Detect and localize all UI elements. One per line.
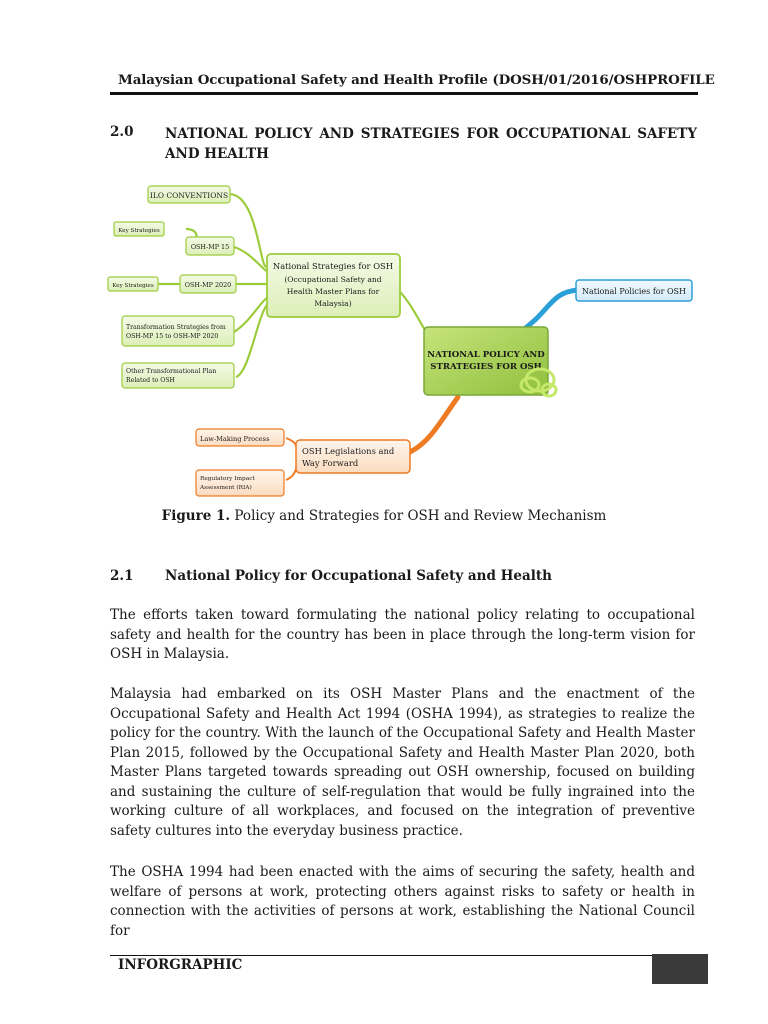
- other-line-2: Related to OSH: [126, 377, 175, 384]
- other-line-1: Other Transformational Plan: [126, 368, 217, 375]
- key-strategies-2-label: Key Strategies: [112, 283, 154, 289]
- figure-label: Figure 1.: [161, 508, 231, 524]
- node-regulatory-impact: [196, 470, 284, 496]
- figure-caption: [0, 508, 768, 524]
- strategies-line-2: (Occupational Safety and: [284, 275, 382, 284]
- mind-map-diagram: [100, 172, 700, 502]
- law-making-label: Law-Making Process: [200, 435, 270, 443]
- ria-line-2: Assessment (RIA): [200, 485, 252, 491]
- strategies-line-1: National Strategies for OSH: [272, 261, 394, 271]
- policies-label: National Policies for OSH: [582, 287, 686, 296]
- section-number: 2.0: [110, 124, 134, 140]
- key-strategies-1-label: Key Strategies: [118, 228, 160, 234]
- transform-line-2: OSH-MP 15 to OSH-MP 2020: [126, 333, 219, 340]
- node-central: [424, 327, 556, 396]
- node-ilo-conventions: [148, 186, 230, 203]
- node-law-making-process: [196, 429, 284, 446]
- paragraph-2: Malaysia had embarked on its OSH Master Plans and the enactment of the Occupational Safety and Health Act 1994 (OSHA 1994), as strategies to realize the policy for the country. With the launch of the Occupational Safety and Health Master Plan 2015, followed by the Occupational Safety and Health Master Plan 2020, both Master Plans targeted towards spreading out OSH ownership, focused on building and sustaining the culture of self-regulation that would be fully ingrained into the working culture of all workplaces, and focused on the integration of preventive safety cultures into the everyday business practice.: [110, 686, 695, 839]
- osh-mp-2020-label: OSH-MP 2020: [184, 281, 232, 289]
- legislation-line-1: OSH Legislations and: [302, 446, 395, 456]
- running-header: Malaysian Occupational Safety and Health Profile (DOSH/01/2016/OSHPROFILE: [118, 72, 715, 88]
- ria-line-1: Regulatory Impact: [200, 476, 255, 482]
- central-line-1: NATIONAL POLICY AND: [427, 350, 545, 360]
- footer-rule: [110, 955, 708, 956]
- paragraph-3: The OSHA 1994 had been enacted with the aims of securing the safety, health and welfare of persons at work, protecting others against risks to safety or health in connection with the activities of persons at work, establishing the National Council for: [110, 864, 695, 939]
- blue-connector: [520, 290, 578, 332]
- legislation-line-2: Way Forward: [302, 458, 359, 468]
- subsection-title: National Policy for Occupational Safety and Health: [165, 568, 552, 584]
- osh-mp-15-label: OSH-MP 15: [190, 243, 230, 251]
- node-osh-legislations: [296, 440, 410, 473]
- footer-label: INFORGRAPHIC: [118, 957, 243, 973]
- central-line-2: STRATEGIES FOR OSH: [430, 362, 542, 372]
- page-number-box: [652, 954, 708, 984]
- node-key-strategies-1: [114, 222, 164, 236]
- figure-caption-text: Policy and Strategies for OSH and Review Mechanism: [230, 508, 607, 524]
- node-key-strategies-2: [108, 277, 158, 291]
- ilo-label: ILO CONVENTIONS: [149, 191, 229, 200]
- header-rule: [110, 92, 698, 95]
- node-national-strategies: [267, 254, 400, 317]
- strategies-line-3: Health Master Plans for: [286, 287, 380, 296]
- node-transformation-strategies: [122, 316, 234, 346]
- section-title: NATIONAL POLICY AND STRATEGIES FOR OCCUPATIONAL SAFETY AND HEALTH: [165, 126, 697, 162]
- node-other-transformational-plan: [122, 363, 234, 388]
- paragraph-1: The efforts taken toward formulating the national policy relating to occupational safety and health for the country has been in place through the long-term vision for OSH in Malaysia.: [110, 607, 695, 662]
- node-national-policies: [576, 280, 692, 301]
- orange-connector: [410, 397, 458, 452]
- node-osh-mp-15: [186, 237, 234, 255]
- node-osh-mp-2020: [180, 275, 236, 293]
- transform-line-1: Transformation Strategies from: [126, 324, 226, 331]
- subsection-number: 2.1: [110, 568, 134, 584]
- strategies-line-4: Malaysia): [314, 299, 352, 308]
